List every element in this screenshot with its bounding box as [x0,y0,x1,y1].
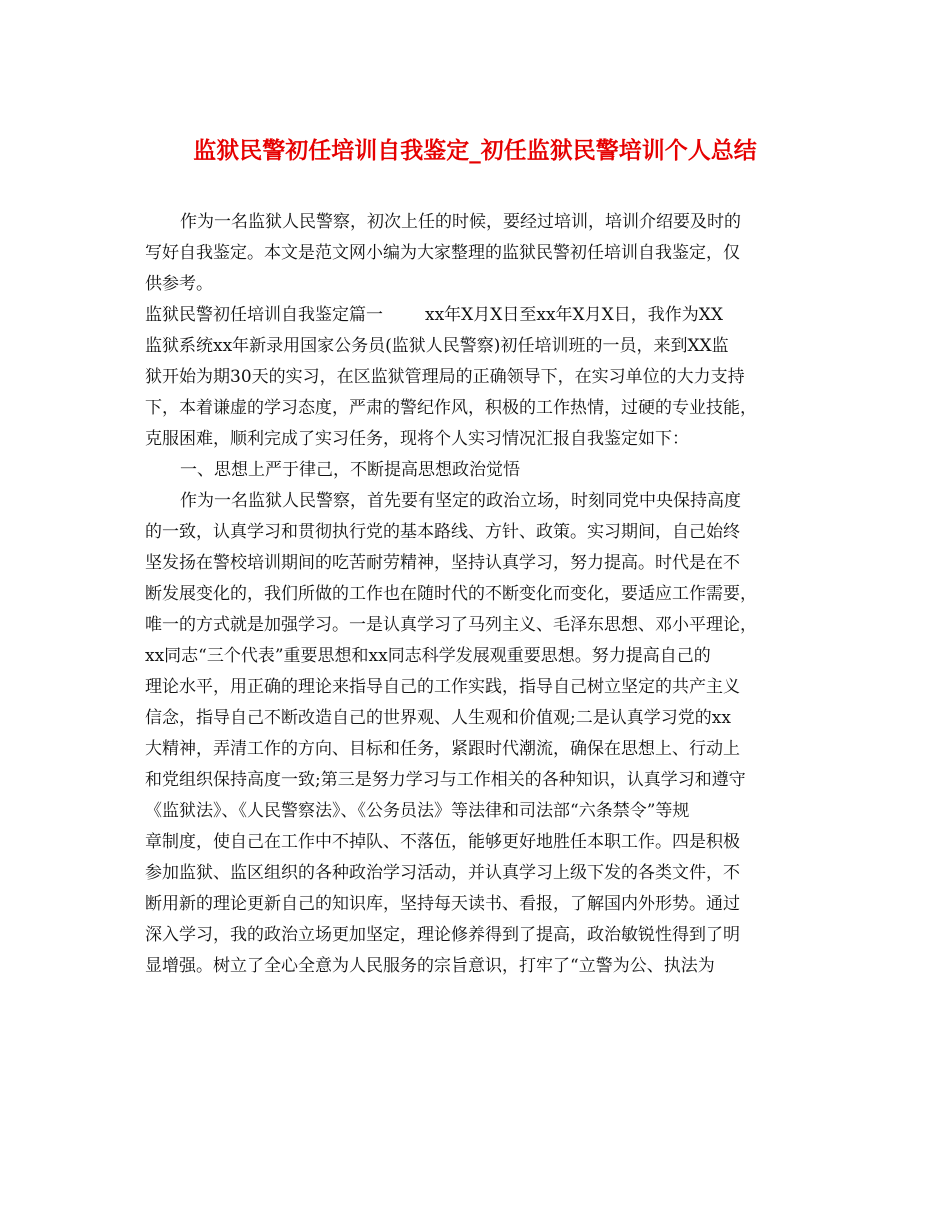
paragraph-line: 深入学习，我的政治立场更加坚定，理论修养得到了提高，政治敏锐性得到了明 [145,925,740,945]
paragraph-line: 作为一名监狱人民警察，首先要有坚定的政治立场，时刻同党中央保持高度 [180,491,741,511]
paragraph-line: 作为一名监狱人民警察，初次上任的时候，要经过培训，培训介绍要及时的 [180,212,741,232]
paragraph-line [145,300,805,331]
paragraph-line: 克服困难，顺利完成了实习任务，现将个人实习情况汇报自我鉴定如下： [145,429,689,449]
paragraph-line: xx同志“三个代表”重要思想和xx同志科学发展观重要思想。努力提高自己的 [145,646,711,666]
paragraph-line: 《监狱法》、《人民警察法》、《公务员法》等法律和司法部“六条禁令”等规 [145,801,690,821]
paragraph-line: 唯一的方式就是加强学习。一是认真学习了马列主义、毛泽东思想、邓小平理论， [145,615,757,635]
paragraph-line: 大精神，弄清工作的方向、目标和任务，紧跟时代潮流，确保在思想上、行动上 [145,739,740,759]
paragraph-line: 写好自我鉴定。本文是范文网小编为大家整理的监狱民警初任培训自我鉴定，仅 [145,243,740,263]
paragraph-line: 坚发扬在警校培训期间的吃苦耐劳精神，坚持认真学习，努力提高。时代是在不 [145,553,740,573]
paragraph-line: 显增强。树立了全心全意为人民服务的宗旨意识，打牢了“立警为公、执法为 [145,956,715,976]
paragraph-line: 供参考。 [145,274,213,294]
document-body [145,207,805,982]
paragraph-line: 监狱系统xx年新录用国家公务员(监狱人民警察)初任培训班的一员，来到XX监 [145,336,729,356]
section-heading: 监狱民警初任培训自我鉴定篇一 [145,305,383,325]
document-title: 监狱民警初任培训自我鉴定_初任监狱民警培训个人总结 [193,137,757,164]
paragraph-line: 和党组织保持高度一致;第三是努力学习与工作相关的各种知识，认真学习和遵守 [145,770,746,790]
paragraph-line: 信念，指导自己不断改造自己的世界观、人生观和价值观;二是认真学习党的xx [145,708,731,728]
paragraph-line: 理论水平，用正确的理论来指导自己的工作实践，指导自己树立坚定的共产主义 [145,677,740,697]
paragraph-line: 参加监狱、监区组织的各种政治学习活动，并认真学习上级下发的各类文件，不 [145,863,740,883]
paragraph-line: 狱开始为期30天的实习，在区监狱管理局的正确领导下，在实习单位的大力支持 [145,367,745,387]
paragraph-line: 断用新的理论更新自己的知识库，坚持每天读书、看报，了解国内外形势。通过 [145,894,740,914]
paragraph-line: 的一致，认真学习和贯彻执行党的基本路线、方针、政策。实习期间，自己始终 [145,522,740,542]
paragraph-line: 章制度，使自己在工作中不掉队、不落伍，能够更好地胜任本职工作。四是积极 [145,832,740,852]
paragraph-line: 断发展变化的，我们所做的工作也在随时代的不断变化而变化，要适应工作需要， [145,584,757,604]
paragraph-line: 下，本着谦虚的学习态度，严肃的警纪作风，积极的工作热情，过硬的专业技能， [145,398,757,418]
paragraph-text: xx年X月X日至xx年X月X日，我作为XX [425,305,723,325]
section-subheading: 一、思想上严于律己，不断提高思想政治觉悟 [180,460,520,480]
